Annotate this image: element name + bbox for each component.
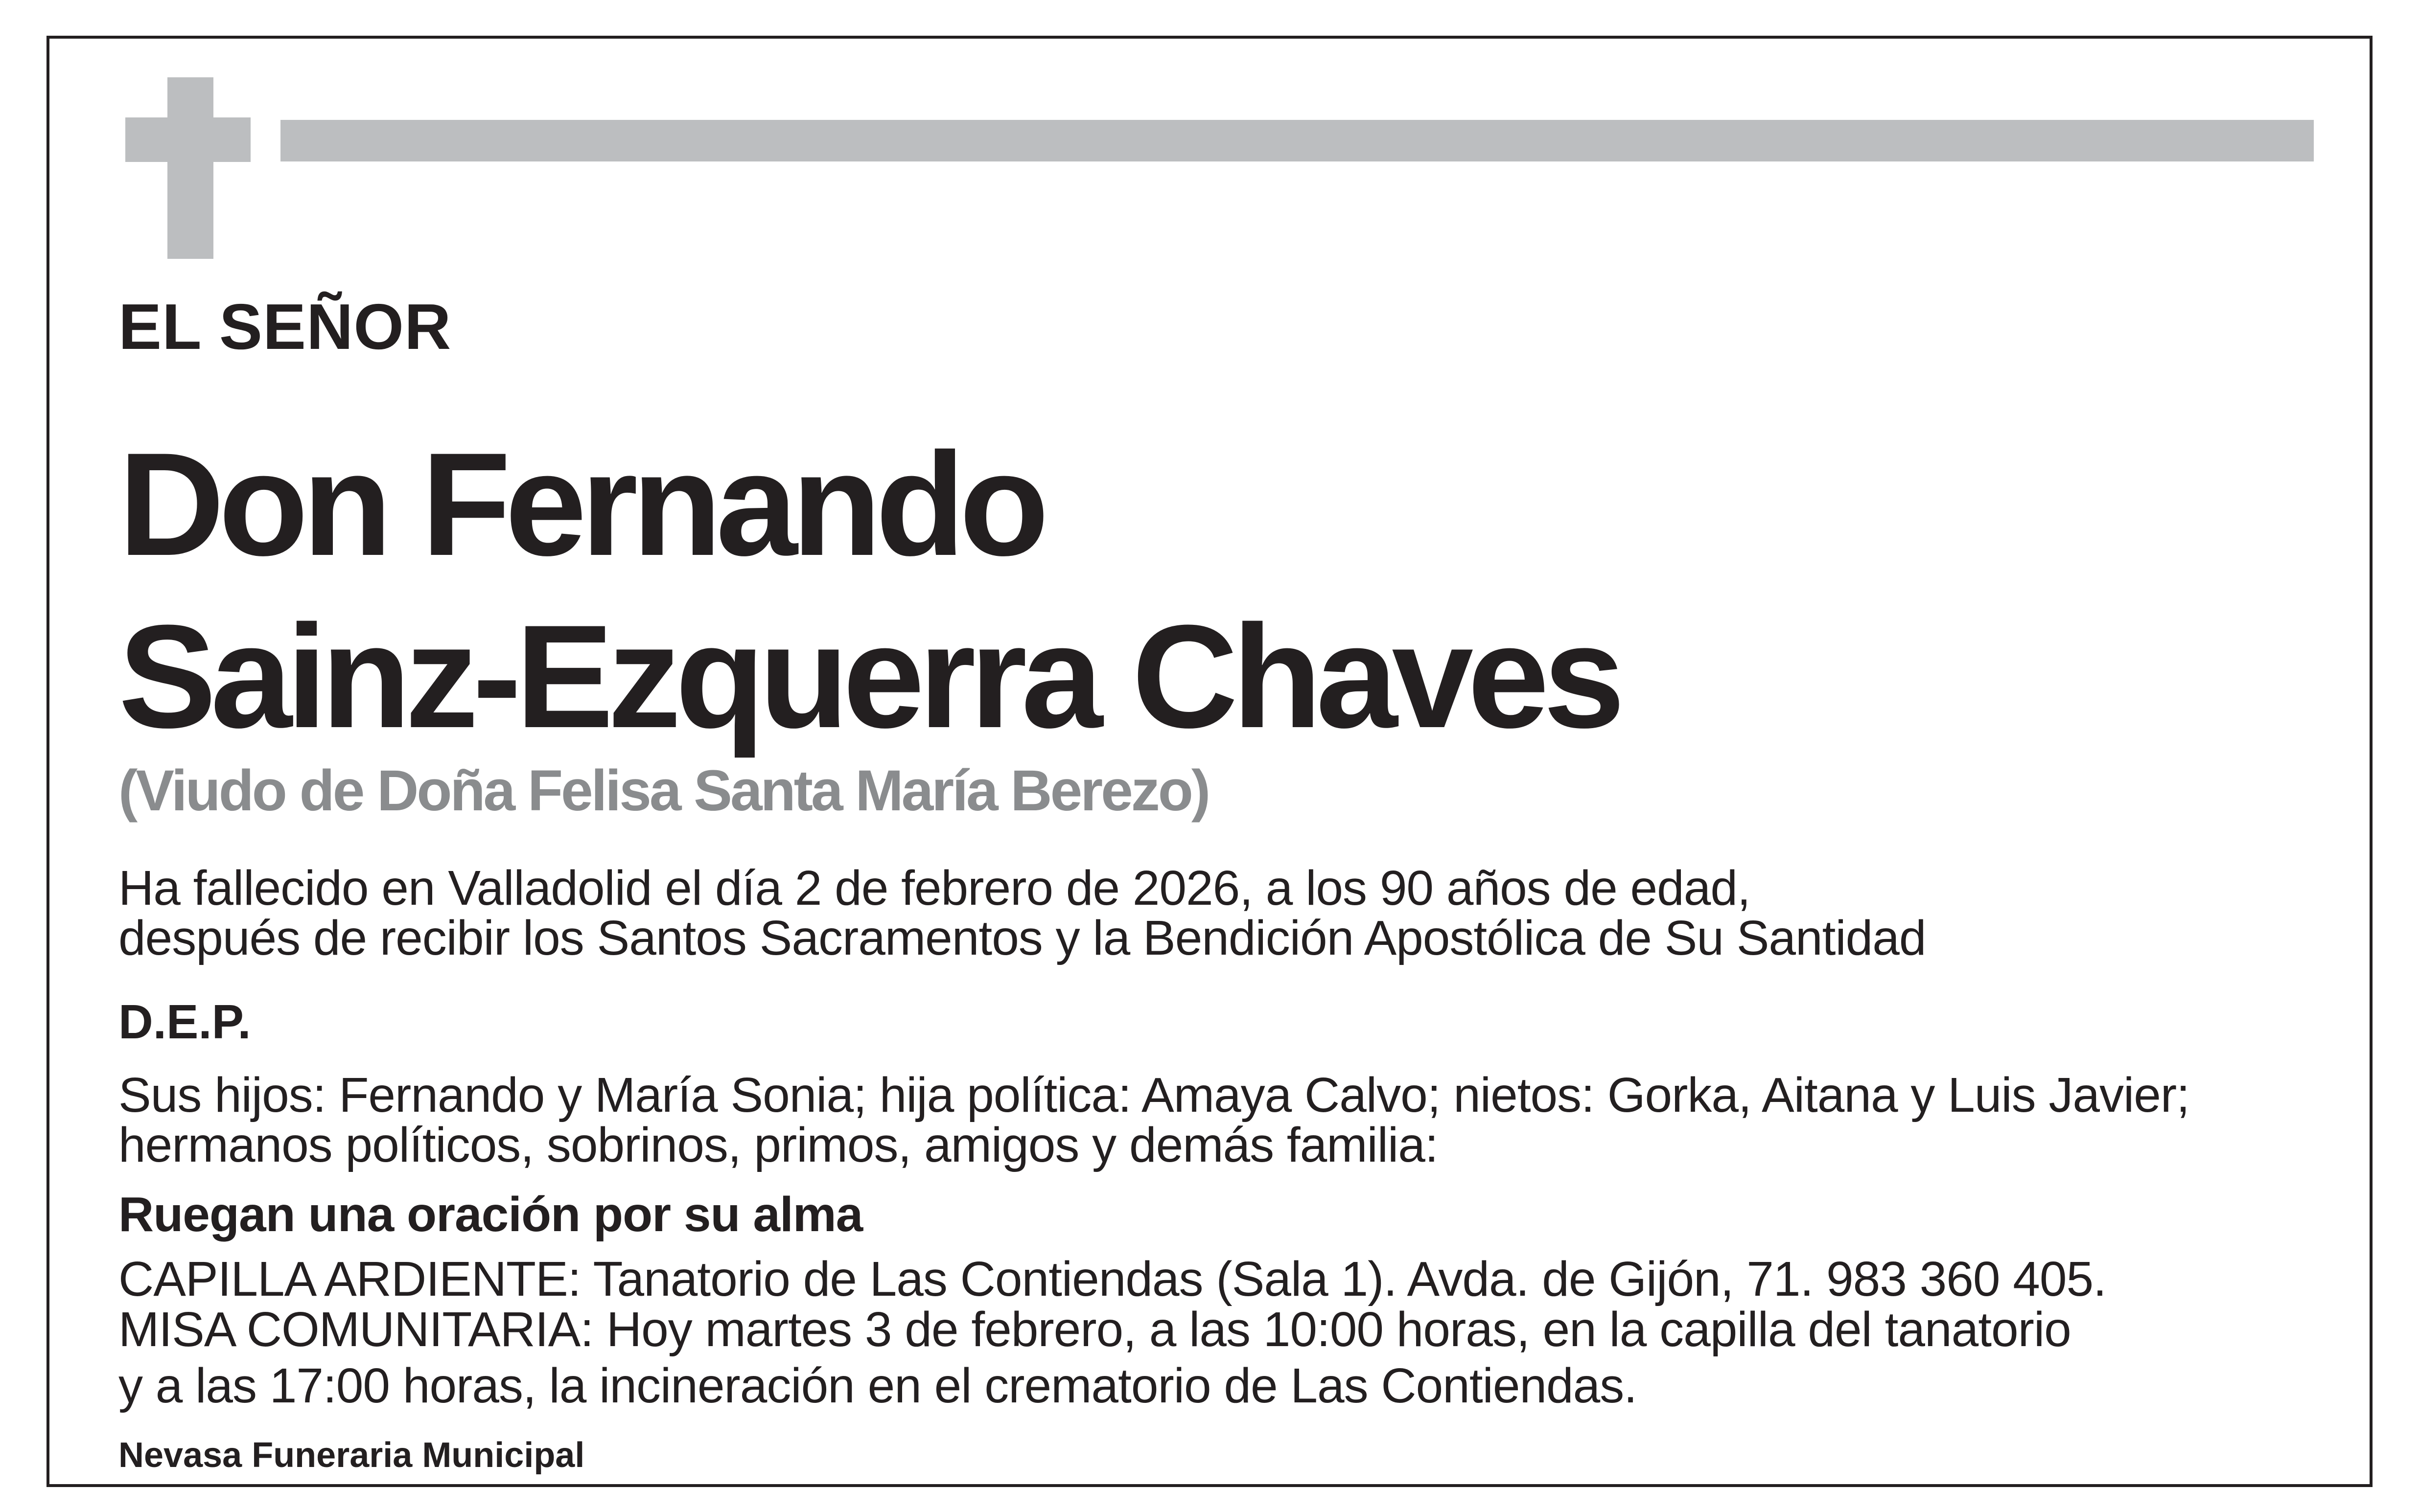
rest-in-peace: D.E.P. — [118, 995, 251, 1049]
death-announcement-line-1: Ha fallecido en Valladolid el día 2 de febrero de 2026, a los 90 años de edad, — [118, 861, 1750, 916]
widower-note: (Viudo de Doña Felisa Santa María Berezo) — [118, 758, 1209, 823]
chapel-info: CAPILLA ARDIENTE: Tanatorio de Las Contiendas (Sala 1). Avda. de Gijón, 71. 983 360 405. — [118, 1252, 2106, 1306]
cross-horizontal-beam — [125, 117, 251, 162]
family-line-2: hermanos políticos, sobrinos, primos, amigos y demás familia: — [118, 1118, 1438, 1172]
cross-vertical-beam — [167, 77, 213, 259]
deceased-name-second-line: Sainz-Ezquerra Chaves — [118, 594, 1619, 758]
header-bar — [280, 120, 2314, 161]
funeral-home: Nevasa Funeraria Municipal — [118, 1436, 585, 1475]
family-line-1: Sus hijos: Fernando y María Sonia; hija política: Amaya Calvo; nietos: Gorka, Aitana y Luis Javier; — [118, 1068, 2189, 1123]
death-announcement-line-2: después de recibir los Santos Sacramentos y la Bendición Apostólica de Su Santidad — [118, 911, 1926, 965]
prayer-request: Ruegan una oración por su alma — [118, 1187, 863, 1242]
mass-info-line-2: y a las 17:00 horas, la incineración en el crematorio de Las Contiendas. — [118, 1358, 1637, 1413]
honorific: EL SEÑOR — [118, 291, 452, 363]
deceased-name-first-line: Don Fernando — [118, 422, 1044, 586]
mass-info-line-1: MISA COMUNITARIA: Hoy martes 3 de febrero, a las 10:00 horas, en la capilla del tanatorio — [118, 1302, 2071, 1357]
